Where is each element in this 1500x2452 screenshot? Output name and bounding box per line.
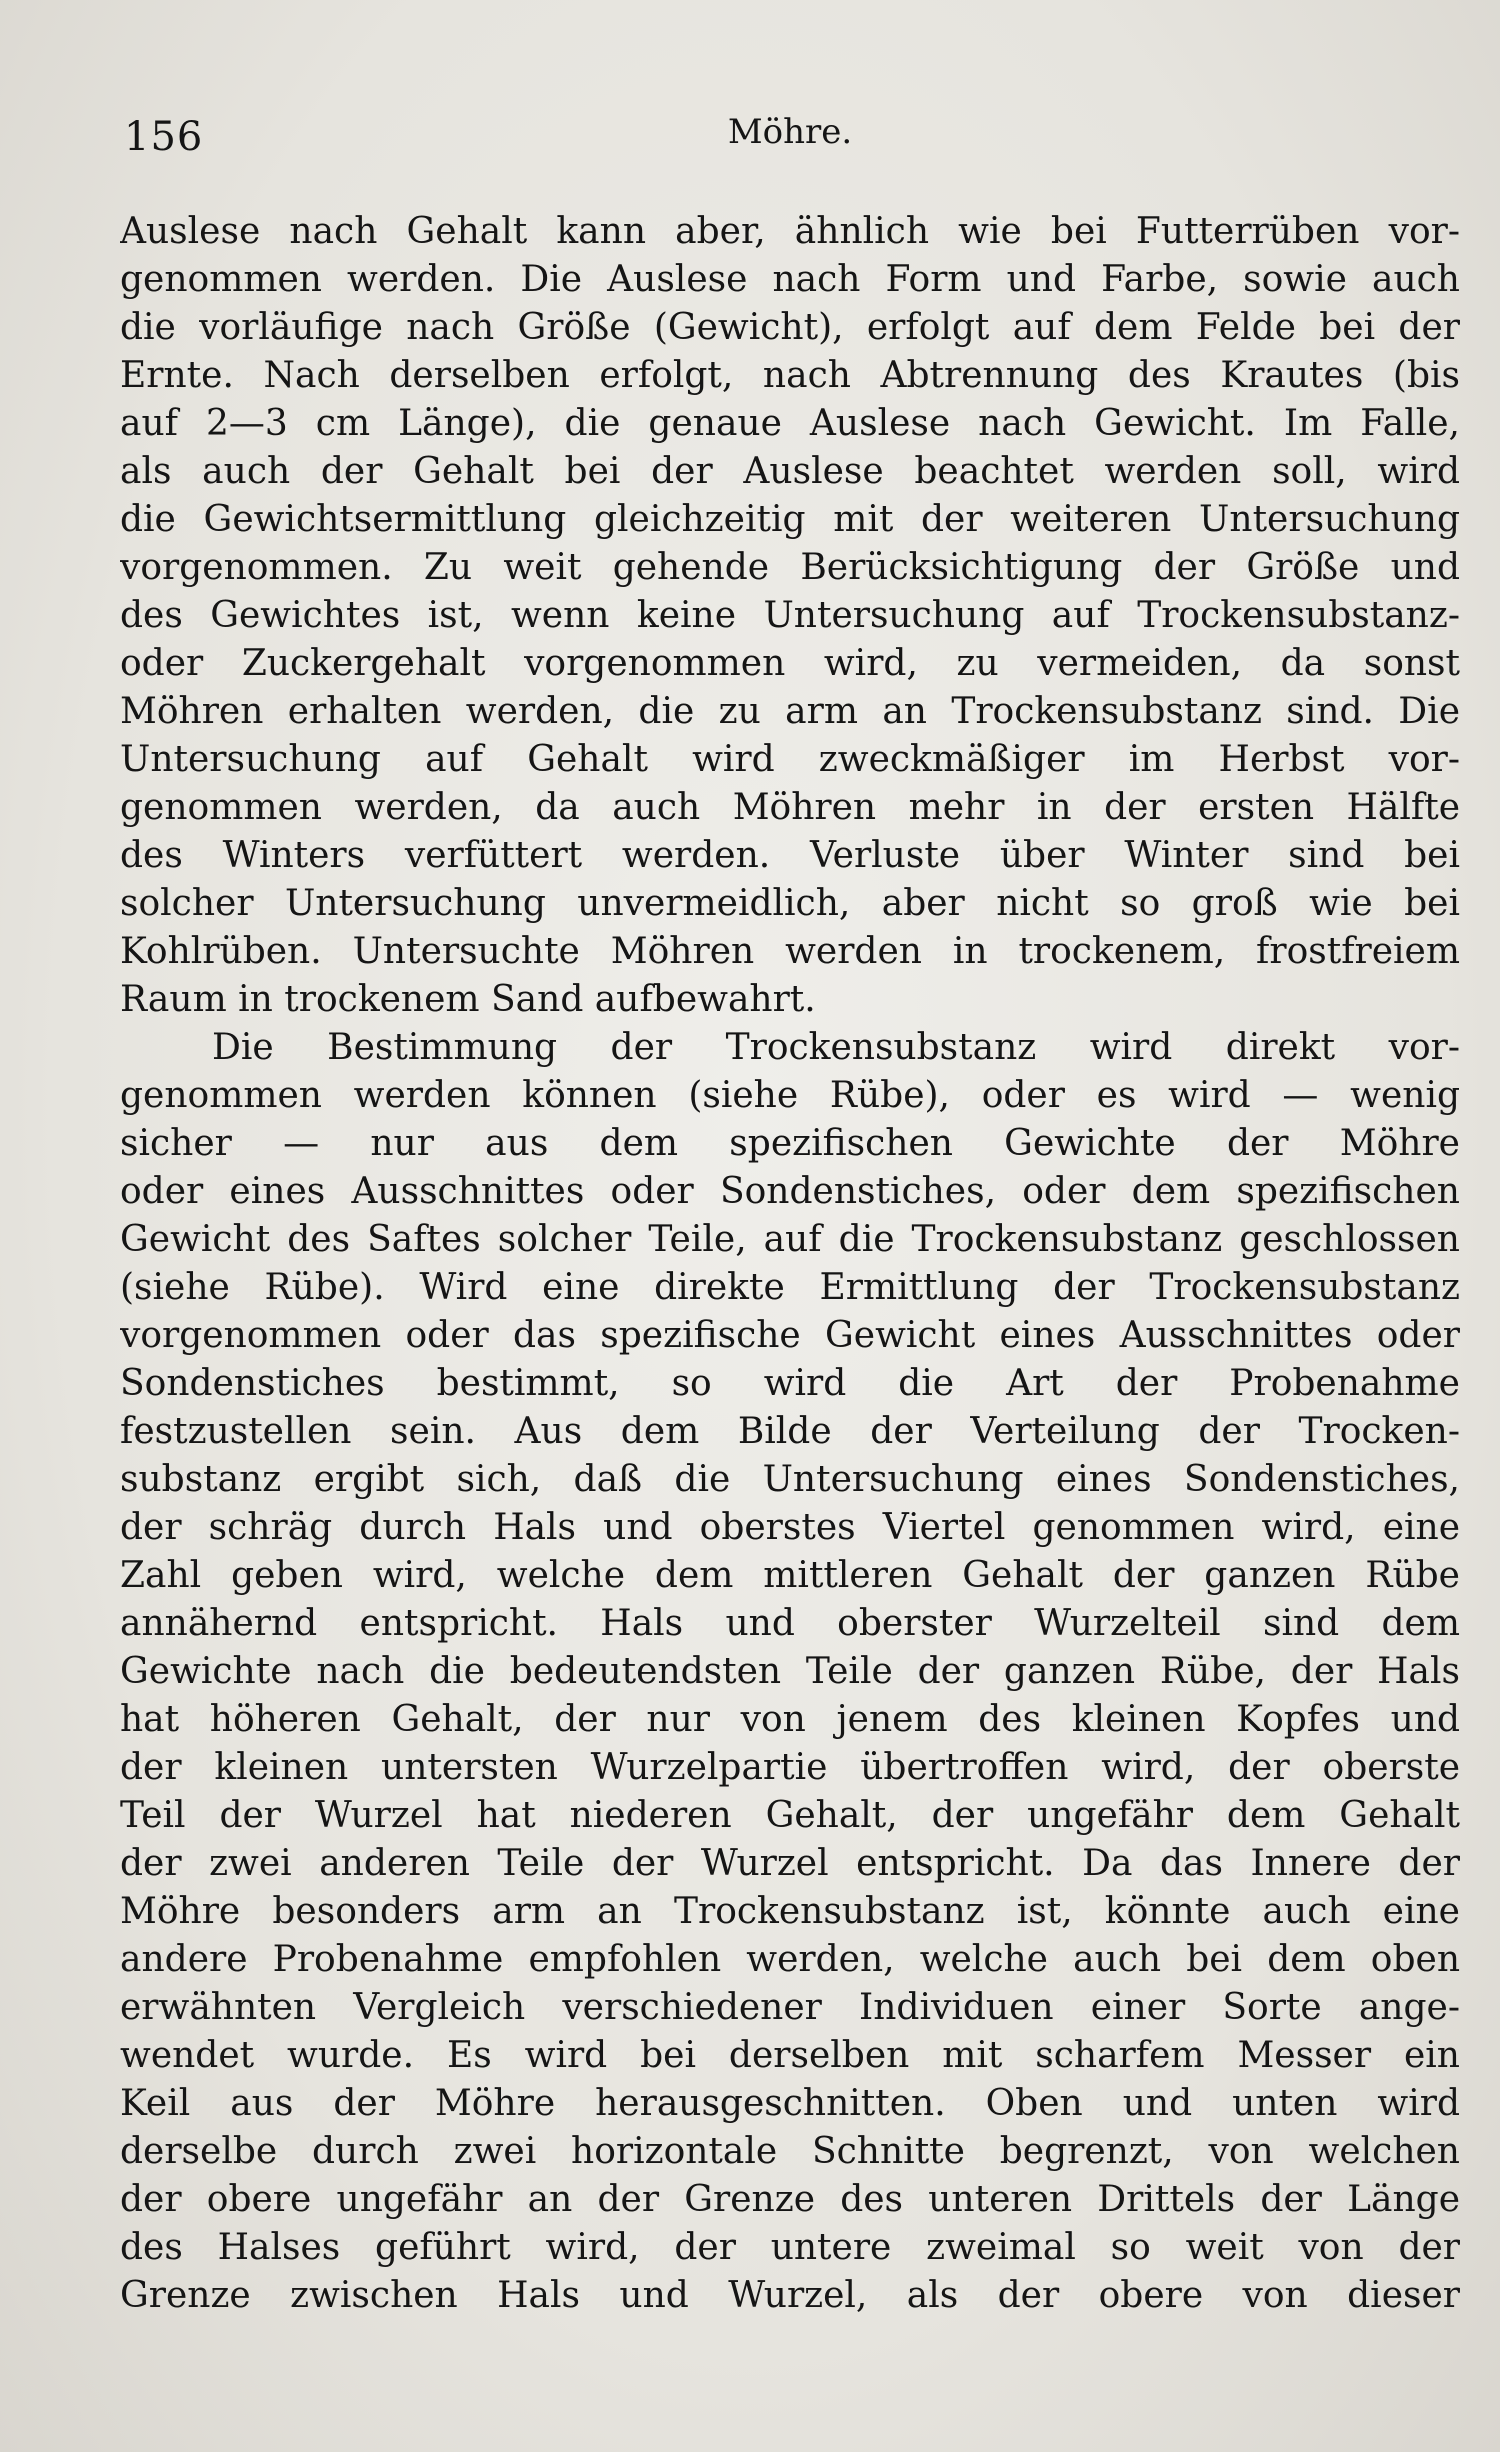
running-head	[120, 108, 1460, 168]
text-line: genommen werden können (siehe Rübe), oder es wird — wenig	[120, 1075, 1460, 1116]
text-line: genommen werden. Die Auslese nach Form und Farbe, sowie auch	[120, 259, 1460, 300]
text-line: (siehe Rübe). Wird eine direkte Ermittlung der Trockensubstanz	[120, 1267, 1460, 1308]
text-line: der obere ungefähr an der Grenze des unteren Drittels der Länge	[120, 2179, 1460, 2220]
text-line: oder eines Ausschnittes oder Sondenstiches, oder dem spezifischen	[120, 1171, 1460, 1212]
text-line: Möhren erhalten werden, die zu arm an Trockensubstanz sind. Die	[120, 691, 1460, 732]
text-line: oder Zuckergehalt vorgenommen wird, zu vermeiden, da sonst	[120, 643, 1460, 684]
text-line: festzustellen sein. Aus dem Bilde der Verteilung der Trocken-	[120, 1411, 1460, 1452]
text-line: erwähnten Vergleich verschiedener Individuen einer Sorte ange-	[120, 1987, 1460, 2028]
text-line: des Winters verfüttert werden. Verluste über Winter sind bei	[120, 835, 1460, 876]
paragraph-end-line: Raum in trockenem Sand aufbewahrt.	[120, 979, 816, 1020]
text-line: des Halses geführt wird, der untere zweimal so weit von der	[120, 2227, 1460, 2268]
text-line: Gewicht des Saftes solcher Teile, auf die Trockensubstanz geschlossen	[120, 1219, 1460, 1260]
text-line: Ernte. Nach derselben erfolgt, nach Abtrennung des Krautes (bis	[120, 355, 1460, 396]
text-line: der schräg durch Hals und oberstes Viertel genommen wird, eine	[120, 1507, 1460, 1548]
text-line: Kohlrüben. Untersuchte Möhren werden in trockenem, frostfreiem	[120, 931, 1460, 972]
text-line: die Gewichtsermittlung gleichzeitig mit der weiteren Untersuchung	[120, 499, 1460, 540]
body-text	[120, 208, 1460, 2320]
text-line: Auslese nach Gehalt kann aber, ähnlich wie bei Futterrüben vor-	[120, 211, 1460, 252]
text-line: die vorläufige nach Größe (Gewicht), erfolgt auf dem Felde bei der	[120, 307, 1460, 348]
text-line: Untersuchung auf Gehalt wird zweckmäßiger im Herbst vor-	[120, 739, 1460, 780]
text-line: der zwei anderen Teile der Wurzel entspricht. Da das Innere der	[120, 1843, 1460, 1884]
text-line: Zahl geben wird, welche dem mittleren Gehalt der ganzen Rübe	[120, 1555, 1460, 1596]
text-line: Sondenstiches bestimmt, so wird die Art der Probenahme	[120, 1363, 1460, 1404]
text-line: hat höheren Gehalt, der nur von jenem des kleinen Kopfes und	[120, 1699, 1460, 1740]
text-line: auf 2—3 cm Länge), die genaue Auslese nach Gewicht. Im Falle,	[120, 403, 1460, 444]
text-line: solcher Untersuchung unvermeidlich, aber nicht so groß wie bei	[120, 883, 1460, 924]
text-line: Gewichte nach die bedeutendsten Teile der ganzen Rübe, der Hals	[120, 1651, 1460, 1692]
text-line: annähernd entspricht. Hals und oberster Wurzelteil sind dem	[120, 1603, 1460, 1644]
text-line: genommen werden, da auch Möhren mehr in der ersten Hälfte	[120, 787, 1460, 828]
text-line: vorgenommen oder das spezifische Gewicht eines Ausschnittes oder	[120, 1315, 1460, 1356]
text-line: wendet wurde. Es wird bei derselben mit scharfem Messer ein	[120, 2035, 1460, 2076]
text-line: Teil der Wurzel hat niederen Gehalt, der ungefähr dem Gehalt	[120, 1795, 1460, 1836]
text-line: andere Probenahme empfohlen werden, welche auch bei dem oben	[120, 1939, 1460, 1980]
text-line: Möhre besonders arm an Trockensubstanz ist, könnte auch eine	[120, 1891, 1460, 1932]
text-line: sicher — nur aus dem spezifischen Gewichte der Möhre	[120, 1123, 1460, 1164]
text-line: als auch der Gehalt bei der Auslese beachtet werden soll, wird	[120, 451, 1460, 492]
running-title: Möhre.	[727, 112, 853, 152]
text-line: vorgenommen. Zu weit gehende Berücksichtigung der Größe und	[120, 547, 1460, 588]
text-line: Keil aus der Möhre herausgeschnitten. Oben und unten wird	[120, 2083, 1460, 2124]
text-line: des Gewichtes ist, wenn keine Untersuchung auf Trockensubstanz-	[120, 595, 1460, 636]
text-line: der kleinen untersten Wurzelpartie übertroffen wird, der oberste	[120, 1747, 1460, 1788]
text-line: Grenze zwischen Hals und Wurzel, als der obere von dieser	[120, 2275, 1460, 2316]
text-line: derselbe durch zwei horizontale Schnitte begrenzt, von welchen	[120, 2131, 1460, 2172]
page-number: 156	[124, 114, 204, 160]
text-line: substanz ergibt sich, daß die Untersuchung eines Sondenstiches,	[120, 1459, 1460, 1500]
paragraph-start-line: Die Bestimmung der Trockensubstanz wird direkt vor-	[212, 1027, 1460, 1068]
